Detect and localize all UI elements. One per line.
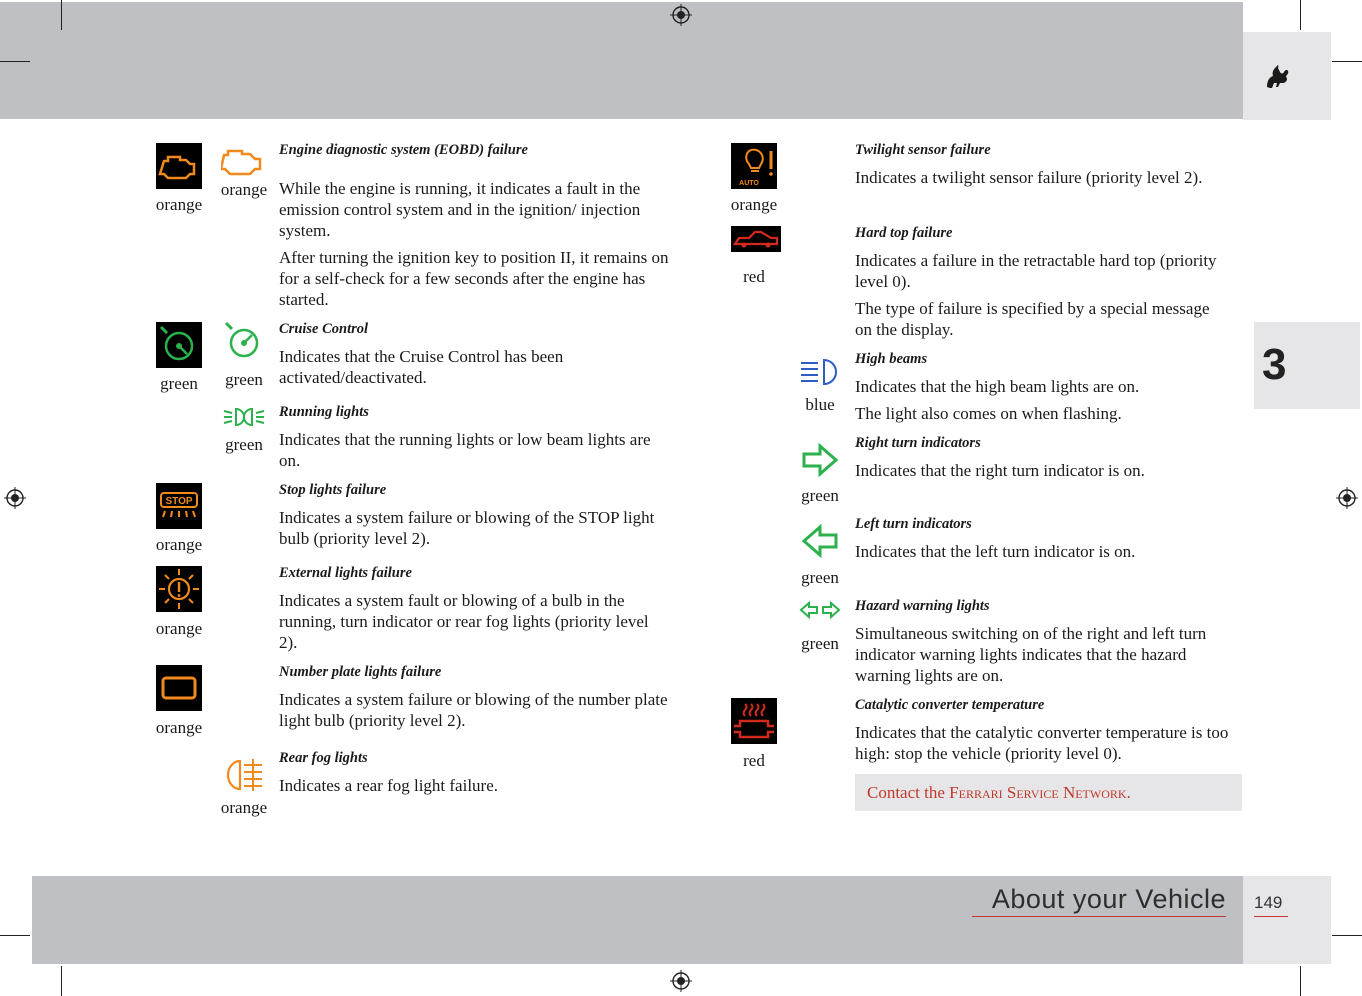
entry-paragraph: Indicates that the high beam lights are on. (855, 377, 1140, 396)
lamp-color-label: red (743, 267, 765, 286)
lamp-color-label: green (801, 486, 839, 505)
entry-paragraph: After turning the ignition key to position II, it remains on for a self-check for a few seconds after the engine has started. (279, 248, 669, 309)
crop-mark (1332, 935, 1362, 936)
entry-description (279, 346, 669, 394)
cruise-control-icon (222, 321, 266, 361)
lamp-color-label: red (743, 751, 765, 770)
registration-mark-icon (4, 487, 26, 509)
entry-paragraph: Indicates a system fault or blowing of a bulb in the running, turn indicator or rear fog lights (priority level 2). (279, 591, 649, 652)
entry-paragraph: Indicates that the right turn indicator is on. (855, 461, 1145, 480)
entry-description (855, 376, 1245, 430)
entry-title: High beams (855, 351, 928, 367)
lamp-color-label: orange (730, 195, 778, 214)
footer-title-underline (972, 916, 1226, 917)
entry-paragraph: Indicates a twilight sensor failure (priority level 2). (855, 168, 1203, 187)
lamp-color-label: orange (155, 619, 203, 638)
hard-top-lamp (731, 226, 781, 252)
entry-description (855, 722, 1235, 770)
crop-mark (1300, 966, 1301, 996)
entry-title: Number plate lights failure (279, 664, 442, 680)
page-number: 149 (1254, 893, 1283, 912)
entry-paragraph: Indicates that the Cruise Control has been activated/deactivated. (279, 347, 564, 387)
right-turn-icon (801, 443, 839, 477)
contact-note (867, 783, 1131, 803)
entry-description (855, 623, 1225, 692)
logo-tab (1243, 32, 1331, 120)
rear-fog-icon (222, 755, 266, 795)
number-plate-icon (156, 665, 202, 711)
entry-paragraph: Indicates that the running lights or low beam lights are on. (279, 430, 651, 470)
crop-mark (1332, 61, 1362, 62)
lamp-color-label: orange (155, 535, 203, 554)
crop-mark (0, 935, 30, 936)
crop-mark (1300, 0, 1301, 30)
entry-title: Cruise Control (279, 321, 369, 337)
catalytic-converter-icon (731, 698, 777, 744)
entry-description (279, 178, 669, 316)
entry-description (855, 541, 1245, 568)
crop-mark (0, 61, 30, 62)
catalytic-converter-lamp (731, 698, 777, 744)
twilight-sensor-lamp (731, 143, 777, 189)
registration-mark-icon (670, 970, 692, 992)
lamp-color-label: green (225, 370, 263, 389)
entry-paragraph: Indicates a system failure or blowing of the STOP light bulb (priority level 2). (279, 508, 655, 548)
entry-title: External lights failure (279, 565, 412, 581)
entry-paragraph: Indicates that the catalytic converter temperature is too high: stop the vehicle (priority level 0). (855, 723, 1229, 763)
service-network-link[interactable]: Ferrari Service Network. (949, 783, 1131, 802)
lamp-color-label: blue (805, 395, 835, 414)
entry-title: Running lights (279, 404, 369, 420)
engine-icon (221, 143, 267, 177)
lamp-color-label: orange (220, 180, 268, 199)
entry-paragraph: Indicates that the left turn indicator is on. (855, 542, 1136, 561)
entry-title: Rear fog lights (279, 750, 368, 766)
hard-top-icon (731, 226, 781, 252)
external-lights-icon (156, 566, 202, 612)
cruise-control-lamp (156, 322, 202, 368)
lamp-color-label: green (801, 568, 839, 587)
entry-description (279, 507, 669, 555)
entry-title: Hazard warning lights (855, 598, 990, 614)
registration-mark-icon (670, 4, 692, 26)
lamp-color-label: green (801, 634, 839, 653)
cruise-control-icon (156, 322, 202, 368)
entry-title: Right turn indicators (855, 435, 981, 451)
entry-title: Hard top failure (855, 225, 953, 241)
number-plate-lamp (156, 665, 202, 711)
hazard-icon (798, 600, 842, 620)
entry-title: Twilight sensor failure (855, 142, 991, 158)
crop-mark (61, 0, 62, 30)
entry-paragraph: The type of failure is specified by a special message on the display. (855, 299, 1210, 339)
left-turn-icon (801, 524, 839, 558)
registration-mark-icon (1336, 487, 1358, 509)
page-number-tab (1243, 876, 1331, 964)
entry-description (279, 429, 669, 477)
contact-prefix: Contact the (867, 783, 950, 802)
entry-title: Catalytic converter temperature (855, 697, 1045, 713)
entry-paragraph: Indicates a failure in the retractable hard top (priority level 0). (855, 251, 1217, 291)
stop-lights-lamp (156, 483, 202, 529)
twilight-icon-text: AUTO (739, 180, 759, 187)
entry-title: Stop lights failure (279, 482, 387, 498)
crop-mark (61, 966, 62, 996)
footer-title: About your Vehicle (991, 884, 1226, 914)
entry-description (279, 590, 659, 659)
entry-description (279, 775, 669, 802)
lamp-color-label: orange (220, 798, 268, 817)
entry-description (279, 689, 669, 737)
entry-paragraph: Indicates a system failure or blowing of the number plate light bulb (priority level 2). (279, 690, 668, 730)
engine-icon (156, 143, 202, 189)
twilight-sensor-icon (731, 143, 777, 189)
entry-title: Engine diagnostic system (EOBD) failure (279, 142, 528, 158)
page-number-underline (1254, 916, 1288, 917)
lamp-color-label: green (225, 435, 263, 454)
lamp-color-label: orange (155, 718, 203, 737)
entry-paragraph: Indicates a rear fog light failure. (279, 776, 499, 795)
entry-paragraph: The light also comes on when flashing. (855, 404, 1122, 423)
lamp-color-label: orange (155, 195, 203, 214)
entry-description (855, 460, 1245, 487)
chapter-number: 3 (1262, 340, 1287, 389)
stop-icon-text: STOP (165, 496, 193, 507)
entry-description (855, 167, 1255, 194)
entry-title: Left turn indicators (855, 516, 972, 532)
prancing-horse-logo (1243, 32, 1331, 120)
stop-lights-icon (156, 483, 202, 529)
engine-warning-lamp (156, 143, 202, 189)
running-lights-icon (222, 405, 266, 429)
external-lights-lamp (156, 566, 202, 612)
entry-description (855, 250, 1225, 346)
lamp-color-label: green (160, 374, 198, 393)
entry-paragraph: While the engine is running, it indicates a fault in the emission control system and in the ignition/ injection system. (279, 179, 641, 240)
header-band (0, 2, 1243, 119)
high-beam-icon (798, 357, 842, 387)
entry-paragraph: Simultaneous switching on of the right and left turn indicator warning lights indicates that the hazard warning lights are on. (855, 624, 1207, 685)
